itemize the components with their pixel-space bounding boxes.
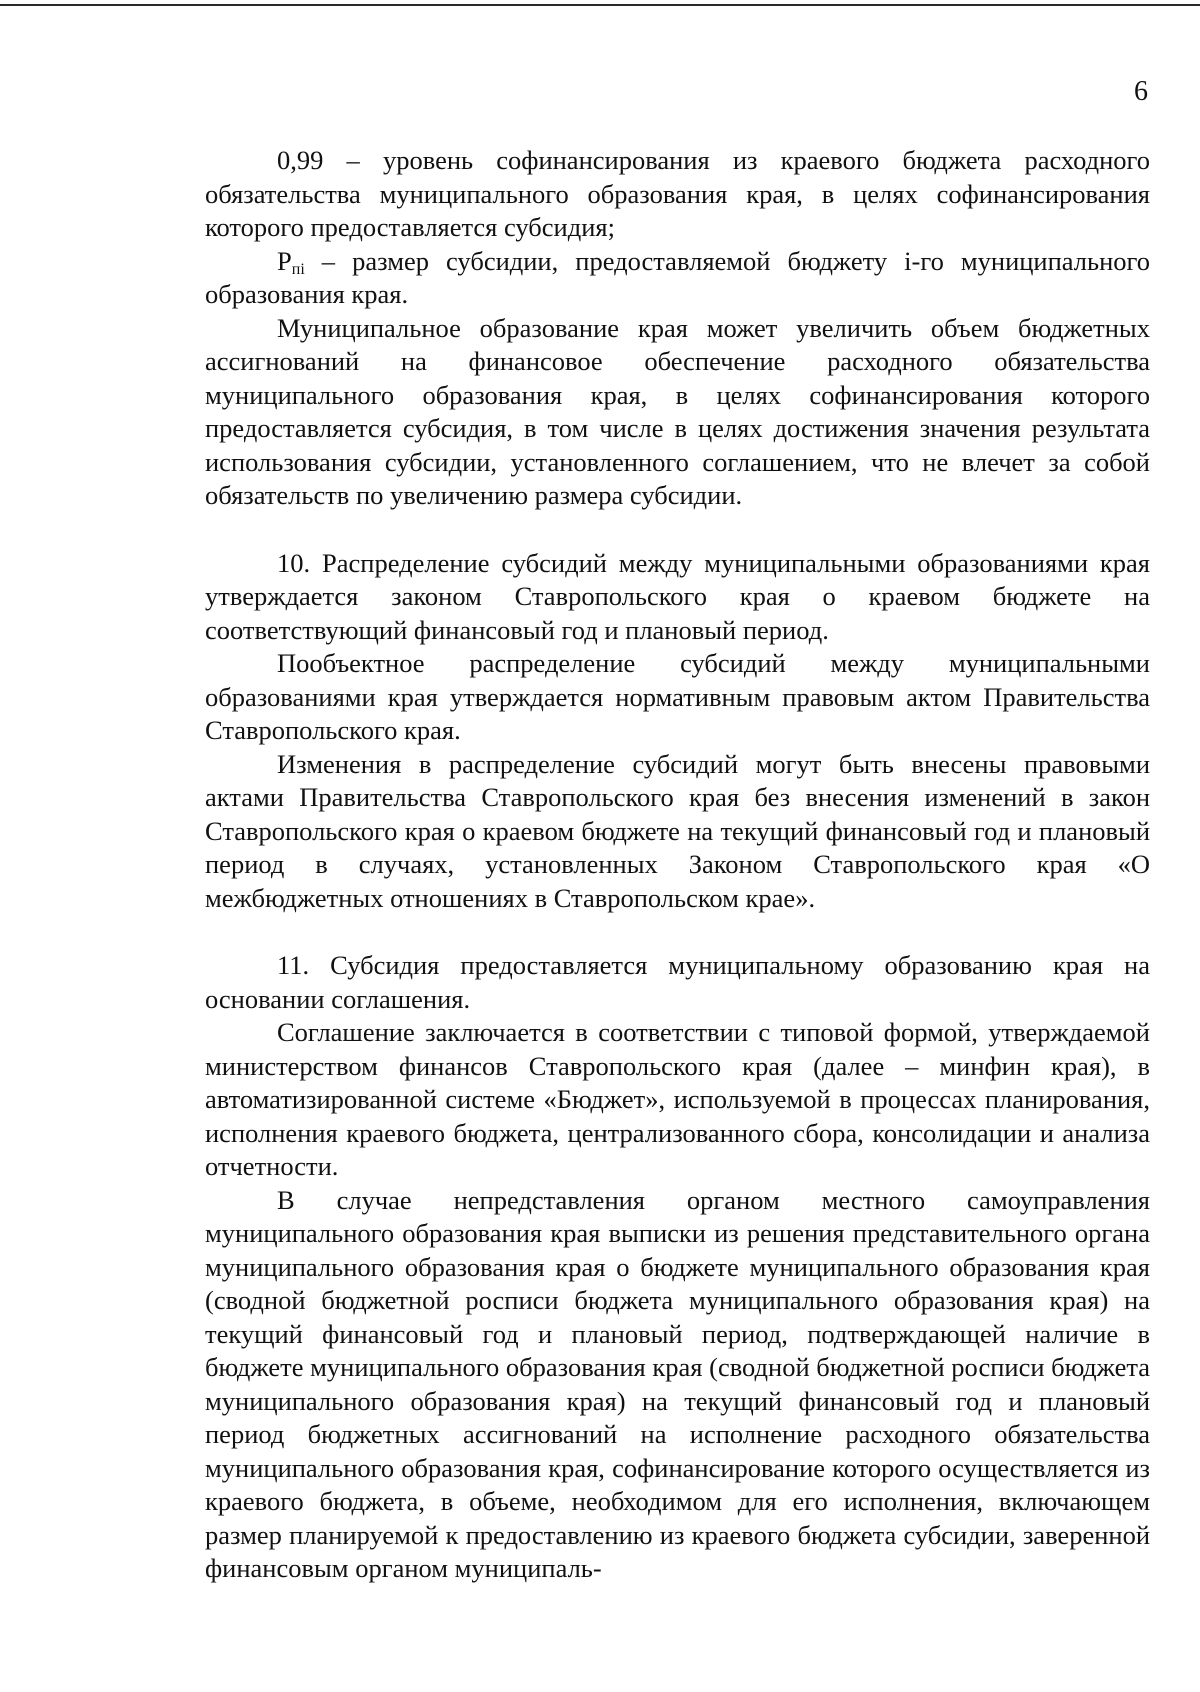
paragraph-agreement: Соглашение заключается в соответствии с типовой формой, утверждаемой министерством финансов Ставропольского края (далее – минфин края), в автоматизированной системе «Бюджет», используемой в процессах планирования, исполнения краевого бюджета, централизованного сбора, консолидации и анализа отчетности. [205,1017,1150,1181]
page-number: 6 [1134,76,1148,107]
formula-symbol: P [277,245,292,276]
paragraph-subsidy-size-definition [205,245,1150,312]
document-body [205,144,1150,1586]
paragraph-object-distribution: Пообъектное распределение субсидий между муниципальными образованиями края утверждается нормативным правовым актом Правительства Ставропольского края. [205,648,1150,745]
paragraph-section-10: 10. Распределение субсидий между муниципальными образованиями края утверждается законом Ставропольского края о краевом бюджете на соответствующий финансовый год и плановый период. [205,547,1150,645]
paragraph-distribution-changes: Изменения в распределение субсидий могут быть внесены правовыми актами Правительства Ставропольского края без внесения изменений в закон Ставропольского края о краевом бюджете на текущий финансовый год и плановый период в случаях, установленных Законом Ставропольского края «О межбюджетных отношениях в Ставропольском крае». [205,748,1150,913]
page-top-border [0,4,1200,6]
paragraph-section-11: 11. Субсидия предоставляется муниципальному образованию края на основании соглашения. [205,950,1150,1014]
paragraph-cofinancing-level: 0,99 – уровень софинансирования из краевого бюджета расходного обязательства муниципального образования края, в целях софинансирования которого предоставляется субсидия; [205,145,1150,242]
paragraph-budget-increase: Муниципальное образование края может увеличить объем бюджетных ассигнований на финансовое обеспечение расходного обязательства муниципального образования края, в целях софинансирования которого предоставляется субсидия, в том числе в целях достижения значения результата использования субсидии, установленного соглашением, что не влечет за собой обязательств по увеличению размера субсидии. [205,312,1150,510]
paragraph-non-submission: В случае непредставления органом местного самоуправления муниципального образования края выписки из решения представительного органа муниципального образования края о бюджете муниципального образования края (сводной бюджетной росписи бюджета муниципального образования края) на текущий финансовый год и плановый период, подтверждающей наличие в бюджете муниципального образования края (сводной бюджетной росписи бюджета муниципального образования края) на текущий финансовый год и плановый период бюджетных ассигнований на исполнение расходного обязательства муниципального образования края, софинансирование которого осуществляется из краевого бюджета, в объеме, необходимом для его исполнения, включающем размер планируемой к предоставлению из краевого бюджета субсидии, заверенной финансовым органом муниципаль- [205,1184,1150,1583]
formula-subscript: пi [291,260,305,278]
definition-text: – размер субсидии, предоставляемой бюджету i-го муниципального образования края. [205,245,1150,309]
